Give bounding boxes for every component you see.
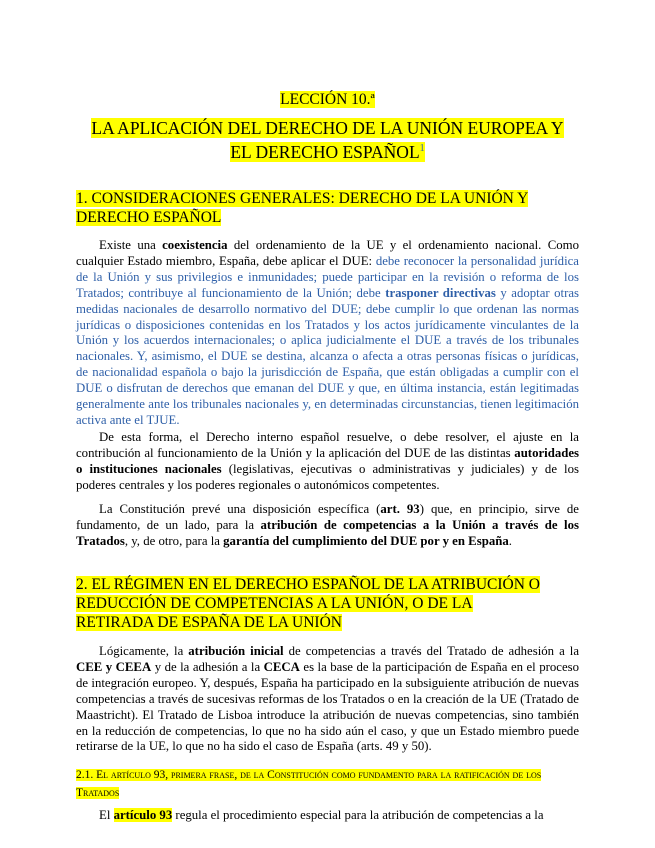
section-2-1-heading: 2.1. El artículo 93, primera frase, de la Constitución como fundamento para la ratificación de los Tratados <box>76 769 542 799</box>
paragraph-coexistencia: Existe una coexistencia del ordenamiento de la UE y el ordenamiento nacional. Como cualquier Estado miembro, España, debe aplicar el DUE: debe reconocer la personalidad jurídica de la Unión y sus privilegios e inmunidades; puede participar en la revisión o reforma de los Tratados; contribuye al funcionamiento de la Unión; debe trasponer directivas y adoptar otras medidas nacionales de desarrollo normativo del DUE; debe cumplir lo que ordenan las normas jurídicas o disposiciones contenidas en los Tratados y los actos jurídicamente vinculantes de la Unión y los acuerdos internacionales; o aplica judicialmente el DUE a través de los tribunales nacionales. Y, asimismo, el DUE se destina, alcanza o afecta a otras personas físicas o jurídicas, de nacionalidad española o bajo la jurisdicción de España, que están obligadas a cumplir con el DUE o disfrutan de derechos que emanan del DUE y que, en última instancia, están legitimadas generalmente ante los tribunales nacionales y, en determinadas circunstancias, tienen legitimación activa ante el TJUE. <box>76 238 580 427</box>
paragraph-atribucion: Lógicamente, la atribución inicial de competencias a través del Tratado de adhesión a la CEE y CEEA y de la adhesión a la CECA es la base de la participación de España en el proceso de integración europeo. Y, después, España ha participado en la subsiguiente atribución de nuevas competencias a través de sucesivas reformas de los Tratados o en la creación de la UE (Tratado de Maastricht). El Tratado de Lisboa introduce la atribución de nuevas competencias, sino también en la reducción de competencias, lo que no ha sido aún el caso, y que un Estado miembro puede retirarse de la UE, lo que no ha sido el caso de España (arts. 49 y 50). <box>76 644 580 754</box>
paragraph-constitucion: La Constitución prevé una disposición específica (art. 93) que, en principio, sirve de fundamento, de un lado, para la atribución de competencias a la Unión a través de los Tratados, y, de otro, para la garantía del cumplimiento del DUE por y en España. <box>76 502 579 548</box>
title-line-1: LA APLICACIÓN DEL DERECHO DE LA UNIÓN EUROPEA Y <box>91 118 564 138</box>
footnote-ref[interactable]: 1 <box>419 143 425 155</box>
section-2-heading: 2. EL RÉGIMEN EN EL DERECHO ESPAÑOL DE LA ATRIBUCIÓN O REDUCCIÓN DE COMPETENCIAS A LA UNIÓN, O DE LA RETIRADA DE ESPAÑA DE LA UNIÓN <box>76 576 540 631</box>
title-line-2: EL DERECHO ESPAÑOL$^1$ <box>230 142 425 162</box>
paragraph-derecho-interno: De esta forma, el Derecho interno español resuelve, o debe resolver, el ajuste en la contribución al funcionamiento de la Unión y la aplicación del DUE de las distintas autoridades o instituciones nacionales (legislativas, ejecutivas o administrativas y judiciales) y de los poderes centrales y los poderes regionales o autonómicos competentes. <box>76 430 579 492</box>
section-1-heading: 1. CONSIDERACIONES GENERALES: DERECHO DE LA UNIÓN Y DERECHO ESPAÑOL <box>76 190 529 226</box>
paragraph-articulo-93: El artículo 93 regula el procedimiento especial para la atribución de competencias a la <box>99 808 544 822</box>
lesson-number: LECCIÓN 10.ª <box>280 91 375 108</box>
document-title <box>60 116 595 164</box>
